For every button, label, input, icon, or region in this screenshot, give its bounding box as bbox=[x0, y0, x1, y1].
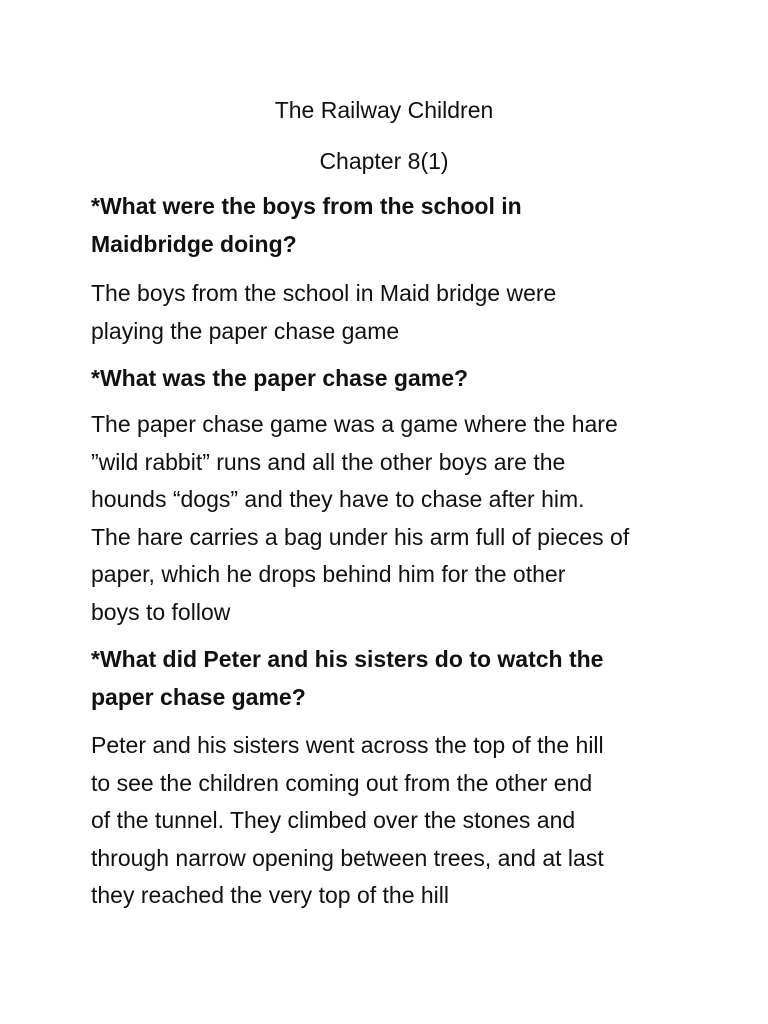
answer-line: Peter and his sisters went across the top of the hill bbox=[91, 732, 604, 758]
question-2 bbox=[91, 360, 731, 398]
answer-line: The boys from the school in Maid bridge were bbox=[91, 280, 557, 306]
question-line: Maidbridge doing? bbox=[91, 230, 297, 257]
answer-line: ”wild rabbit” runs and all the other boys are the bbox=[91, 448, 566, 475]
answer-line: The hare carries a bag under his arm full of pieces of bbox=[91, 523, 630, 550]
answer-1 bbox=[91, 275, 731, 350]
chapter-heading: Chapter 8(1) bbox=[319, 148, 449, 174]
answer-line: hounds “dogs” and they have to chase after him. bbox=[91, 486, 585, 512]
answer-3 bbox=[91, 727, 731, 915]
document-title: The Railway Children bbox=[274, 97, 494, 123]
question-line: *What did Peter and his sisters do to watch the bbox=[91, 646, 604, 672]
answer-line: through narrow opening between trees, and at last bbox=[91, 844, 604, 871]
answer-2 bbox=[91, 406, 731, 631]
answer-line: of the tunnel. They climbed over the stones and bbox=[91, 807, 576, 833]
question-3 bbox=[91, 641, 731, 716]
answer-line: The paper chase game was a game where the hare bbox=[91, 411, 618, 437]
answer-line: paper, which he drops behind him for the other bbox=[91, 561, 566, 587]
answer-line: they reached the very top of the hill bbox=[91, 882, 449, 908]
question-line: paper chase game? bbox=[91, 683, 306, 710]
question-line: *What was the paper chase game? bbox=[91, 365, 469, 391]
question-1 bbox=[91, 188, 731, 263]
question-line: *What were the boys from the school in bbox=[91, 193, 522, 219]
answer-line: playing the paper chase game bbox=[91, 317, 400, 344]
answer-line: to see the children coming out from the other end bbox=[91, 769, 593, 796]
answer-line: boys to follow bbox=[91, 598, 231, 625]
